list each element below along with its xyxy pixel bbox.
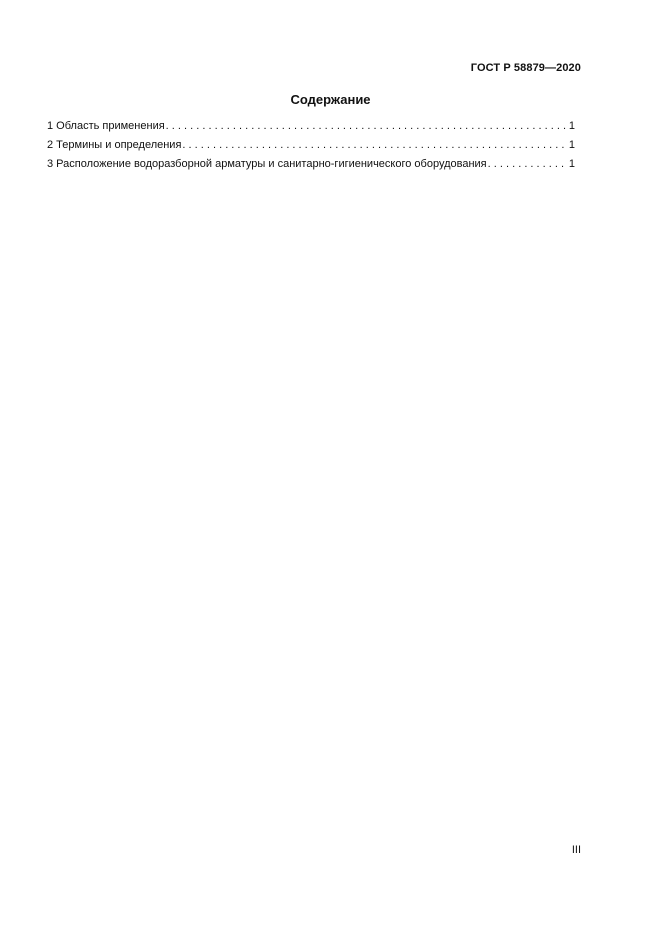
toc-title: Содержание: [290, 92, 371, 107]
toc-dot-leader: [182, 139, 567, 152]
toc-entry-label: 1 Область применения: [47, 120, 165, 132]
toc-entry-terms[interactable]: [47, 139, 575, 158]
toc-entry-label: 3 Расположение водоразборной арматуры и санитарно-гигиенического оборудования: [47, 158, 487, 170]
toc-entry-page: 1: [568, 139, 575, 151]
document-code: ГОСТ Р 58879—2020: [470, 62, 581, 74]
toc-entry-page: 1: [568, 120, 575, 132]
toc-entry-scope[interactable]: [47, 120, 575, 139]
toc-entry-placement[interactable]: [47, 158, 575, 177]
toc-dot-leader: [166, 120, 568, 133]
table-of-contents: [47, 120, 575, 177]
page-number: III: [571, 844, 581, 856]
toc-entry-label: 2 Термины и определения: [47, 139, 182, 151]
toc-dot-leader: [488, 158, 568, 171]
toc-entry-page: 1: [568, 158, 575, 170]
